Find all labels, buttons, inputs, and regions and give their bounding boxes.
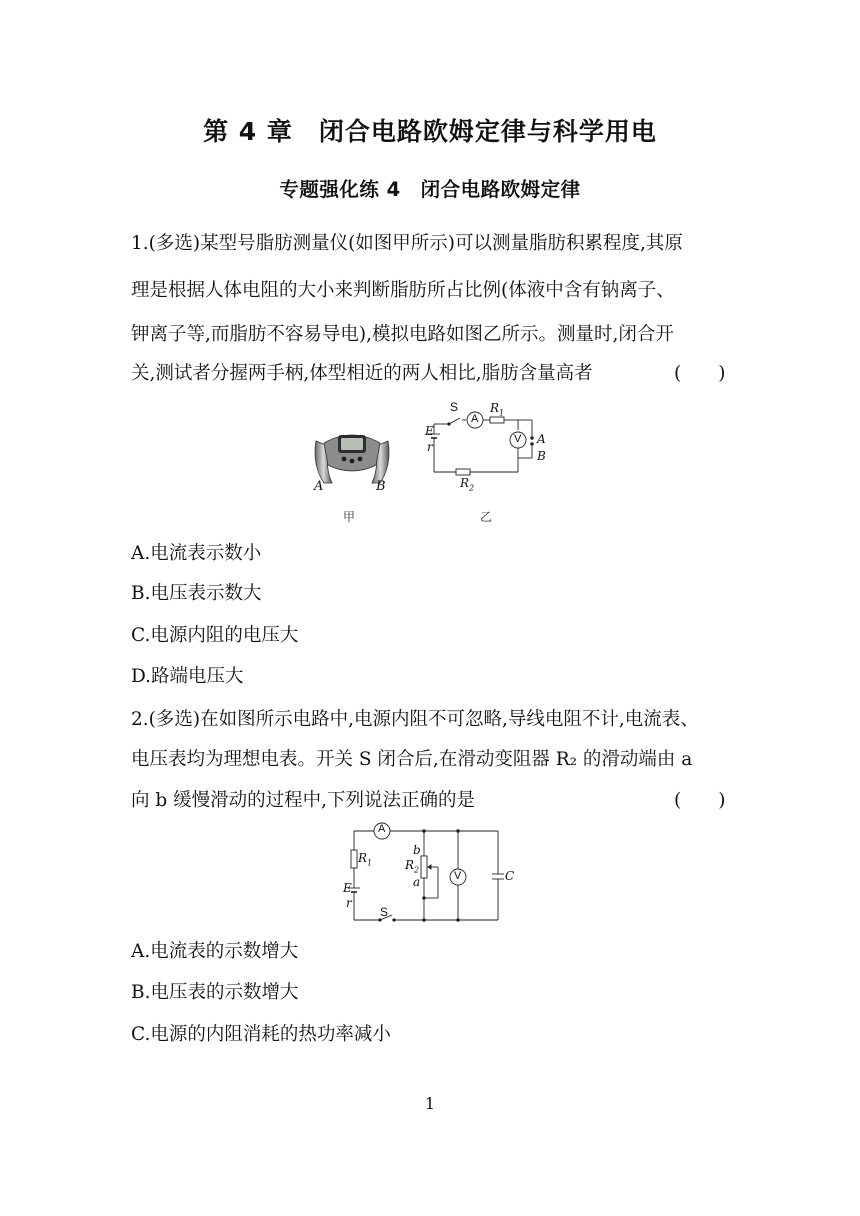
q1-option-a: A.电流表示数小 xyxy=(131,543,262,564)
page-number: 1 xyxy=(424,1094,436,1113)
q1-option-c: C.电源内阻的电压大 xyxy=(131,625,299,646)
circuit-diagram-q2 xyxy=(340,818,510,928)
q2-option-b: B.电压表的示数增大 xyxy=(131,982,299,1003)
q2-line-3: 向 b 缓慢滑动的过程中,下列说法正确的是 xyxy=(131,790,475,811)
fat-meter-label-b: B xyxy=(376,479,386,494)
r2-label: $R_2$ xyxy=(460,476,475,493)
q2-r1-label: $R_1$ xyxy=(358,851,373,868)
fat-meter-label-a: A xyxy=(314,479,324,494)
q2-line-2: 电压表均为理想电表。开关 S 闭合后,在滑动变阻器 R₂ 的滑动端由 a xyxy=(131,749,693,770)
q2-r2-label: $R_2$ xyxy=(405,858,420,875)
section-title: 专题强化练 4 闭合电路欧姆定律 xyxy=(279,178,581,201)
q2-emf-label: E xyxy=(343,881,352,895)
ammeter-label: A xyxy=(471,413,479,425)
terminal-label-a: A xyxy=(537,432,546,446)
q2-line-1: 2.(多选)在如图所示电路中,电源内阻不可忽略,导线电阻不计,电流表、 xyxy=(131,709,699,730)
q2-label-b: b xyxy=(413,843,421,857)
voltmeter-label: V xyxy=(514,433,522,445)
q1-answer-paren: ( ) xyxy=(674,363,726,384)
q1-line-1: 1.(多选)某型号脂肪测量仪(如图甲所示)可以测量脂肪积累程度,其原 xyxy=(131,233,683,254)
q1-line-4: 关,测试者分握两手柄,体型相近的两人相比,脂肪含量高者 xyxy=(131,363,593,384)
q2-voltmeter-label: V xyxy=(454,870,462,882)
terminal-label-b: B xyxy=(537,449,546,463)
emf-label-e: E xyxy=(425,424,434,438)
q2-label-a: a xyxy=(413,875,421,889)
q1-line-2: 理是根据人体电阻的大小来判断脂肪所占比例(体液中含有钠离子、 xyxy=(131,280,675,301)
q1-line-3: 钾离子等,而脂肪不容易导电),模拟电路如图乙所示。测量时,闭合开 xyxy=(131,324,674,345)
internal-resistance-label-r: r xyxy=(427,440,433,454)
q2-internal-r-label: r xyxy=(346,896,352,910)
q2-ammeter-label: A xyxy=(378,823,386,835)
r1-label: $R_1$ xyxy=(490,401,505,418)
q1-option-b: B.电压表示数大 xyxy=(131,583,262,604)
chapter-title: 第 4 章 闭合电路欧姆定律与科学用电 xyxy=(203,117,657,146)
q2-option-c: C.电源的内阻消耗的热功率减小 xyxy=(131,1024,391,1045)
q2-answer-paren: ( ) xyxy=(674,790,726,811)
q2-option-a: A.电流表的示数增大 xyxy=(131,941,299,962)
figure-jia-caption: 甲 xyxy=(343,510,356,524)
q2-switch-label: S xyxy=(380,905,389,919)
q2-capacitor-label: C xyxy=(505,869,515,883)
figure-yi-caption: 乙 xyxy=(480,510,493,524)
q1-option-d: D.路端电压大 xyxy=(131,666,244,687)
switch-label-s: S xyxy=(450,400,459,414)
